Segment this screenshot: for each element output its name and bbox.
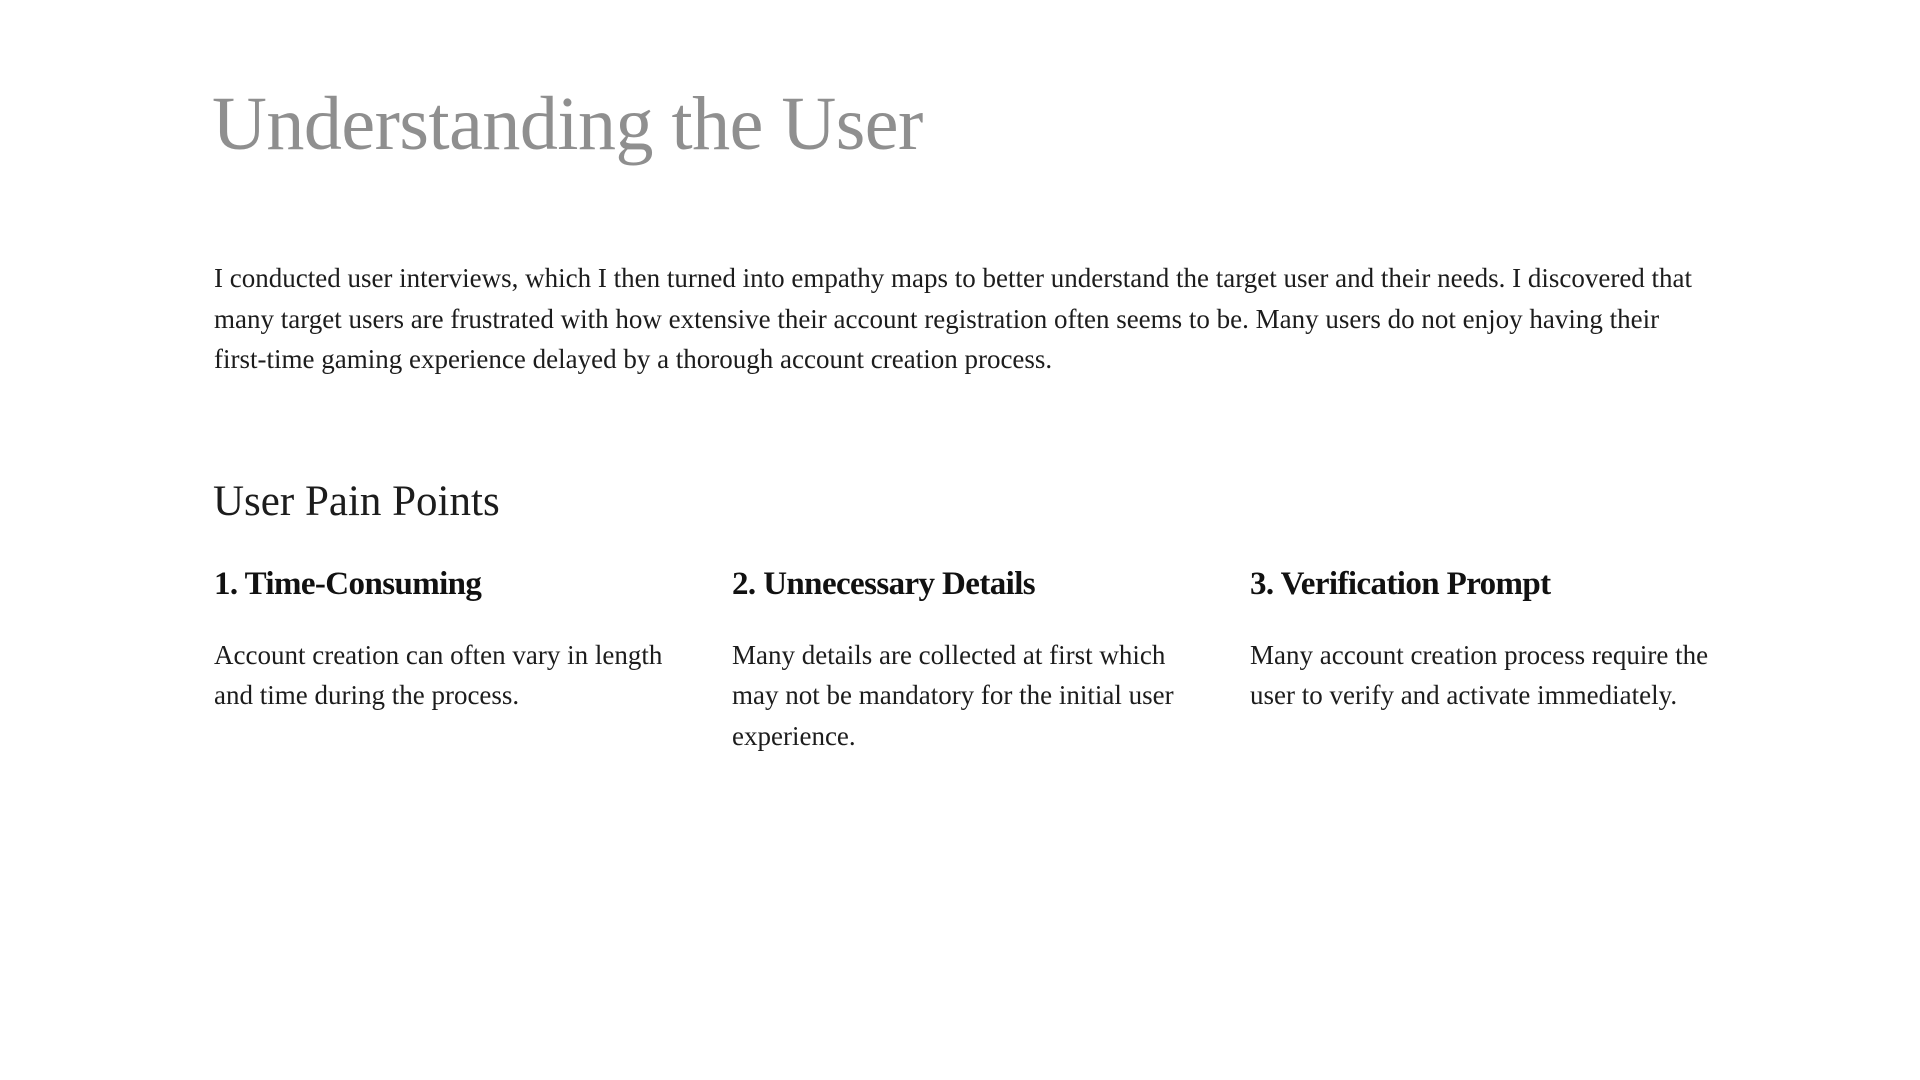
pain-point-body: Many details are collected at first which may not be mandatory for the initial user experience.: [732, 639, 1174, 751]
page-title: Understanding the User: [212, 82, 923, 166]
pain-point-body: Account creation can often vary in length and time during the process.: [214, 639, 663, 711]
pain-point-unnecessary-details: [732, 565, 1202, 756]
pain-point-title: 1. Time-Consuming: [214, 566, 482, 602]
pain-point-title: 2. Unnecessary Details: [732, 566, 1036, 602]
pain-point-time-consuming: [214, 565, 684, 716]
pain-point-body: Many account creation process require the user to verify and activate immediately.: [1250, 639, 1709, 711]
intro-paragraph: I conducted user interviews, which I then turned into empathy maps to better understand the target user and their needs. I discovered that many target users are frustrated with how extensive their account registration often seems to be. Many users do not enjoy having their first-time gaming experience delayed by a thorough account creation process.: [214, 263, 1693, 374]
pain-point-verification-prompt: [1250, 565, 1720, 716]
pain-point-title: 3. Verification Prompt: [1250, 566, 1551, 602]
pain-points-heading: User Pain Points: [213, 478, 500, 525]
